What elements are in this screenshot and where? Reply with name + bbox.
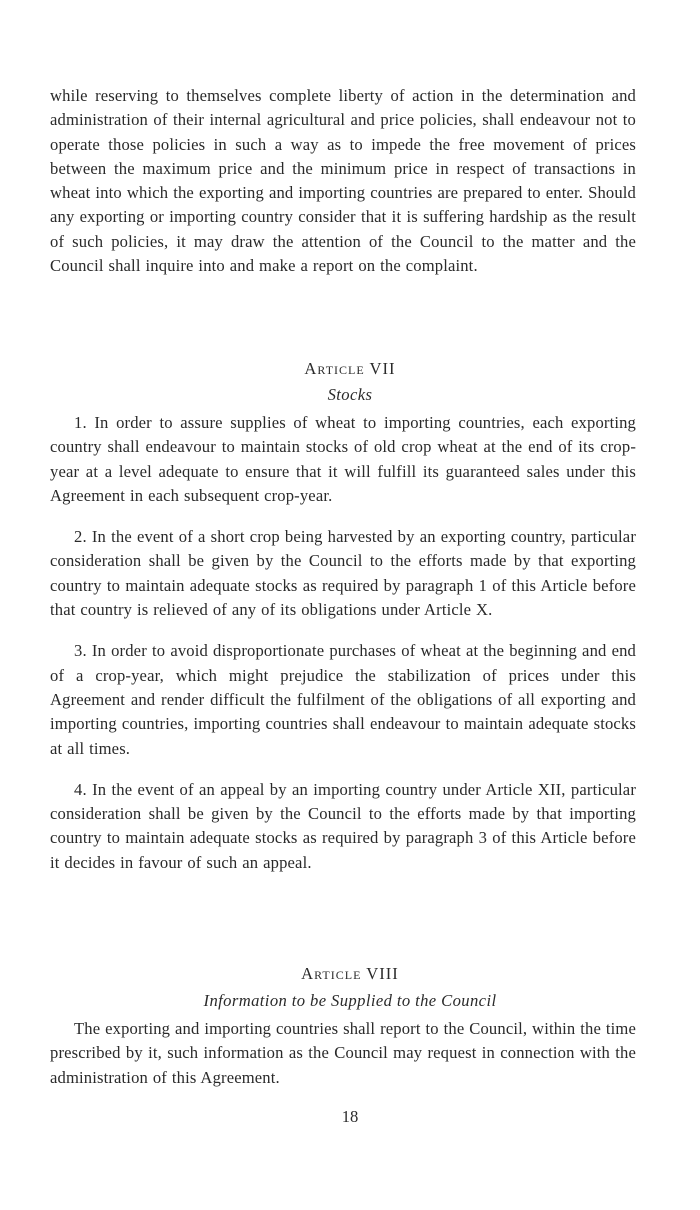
intro-paragraph-block	[50, 84, 636, 278]
article-vii-paragraph-3: 3. In order to avoid disproportionate purchases of wheat at the beginning and end of a crop-year, which might prejudice the stabilization of prices under this Agreement and render difficult the fulfilment of the obligations of all exporting and importing countries, importing countries shall endeavour to maintain adequate stocks at all times.	[50, 641, 636, 758]
page-number: 18	[341, 1107, 359, 1126]
article-vii-paragraph-4: 4. In the event of an appeal by an importing country under Article XII, particular consideration shall be given by the Council to the efforts made by that importing country to maintain adequate stocks as required by paragraph 3 of this Article before it decides in favour of such an appeal.	[50, 779, 636, 872]
article-vii-paragraph-1: 1. In order to assure supplies of wheat to importing countries, each exporting country shall endeavour to maintain stocks of old crop wheat at the end of its crop-year at a level adequate to ensure that it will fulfill its guaranteed sales under this Agreement in each subsequent crop-year.	[50, 413, 636, 505]
article-viii-subheading: Information to be Supplied to the Council	[203, 991, 497, 1010]
article-vii-heading: Article VII	[304, 359, 396, 378]
article-viii-paragraph-1: The exporting and importing countries shall report to the Council, within the time prescribed by it, such information as the Council may request in connection with the administration of this Agreement.	[50, 1019, 636, 1087]
article-viii-body	[50, 1017, 636, 1090]
article-vii-subheading: Stocks	[327, 385, 373, 404]
article-vii-paragraph-2: 2. In the event of a short crop being harvested by an exporting country, particular consideration shall be given by the Council to the efforts made by that exporting country to maintain adequate stocks as required by paragraph 1 of this Article before that country is relieved of any of its obligations under Article X.	[50, 527, 636, 620]
intro-paragraph: while reserving to themselves complete liberty of action in the determination and administration of their internal agricultural and price policies, shall endeavour not to operate those policies in such a way as to impede the free movement of prices between the maximum price and the minimum price in respect of transactions in wheat into which the exporting and importing countries are prepared to enter. Should any exporting or importing country consider that it is suffering hardship as the result of such policies, it may draw the attention of the Council to the matter and the Council shall inquire into and make a report on the complaint.	[50, 86, 636, 276]
article-vii-body	[50, 411, 636, 875]
article-viii-heading: Article VIII	[301, 964, 399, 983]
